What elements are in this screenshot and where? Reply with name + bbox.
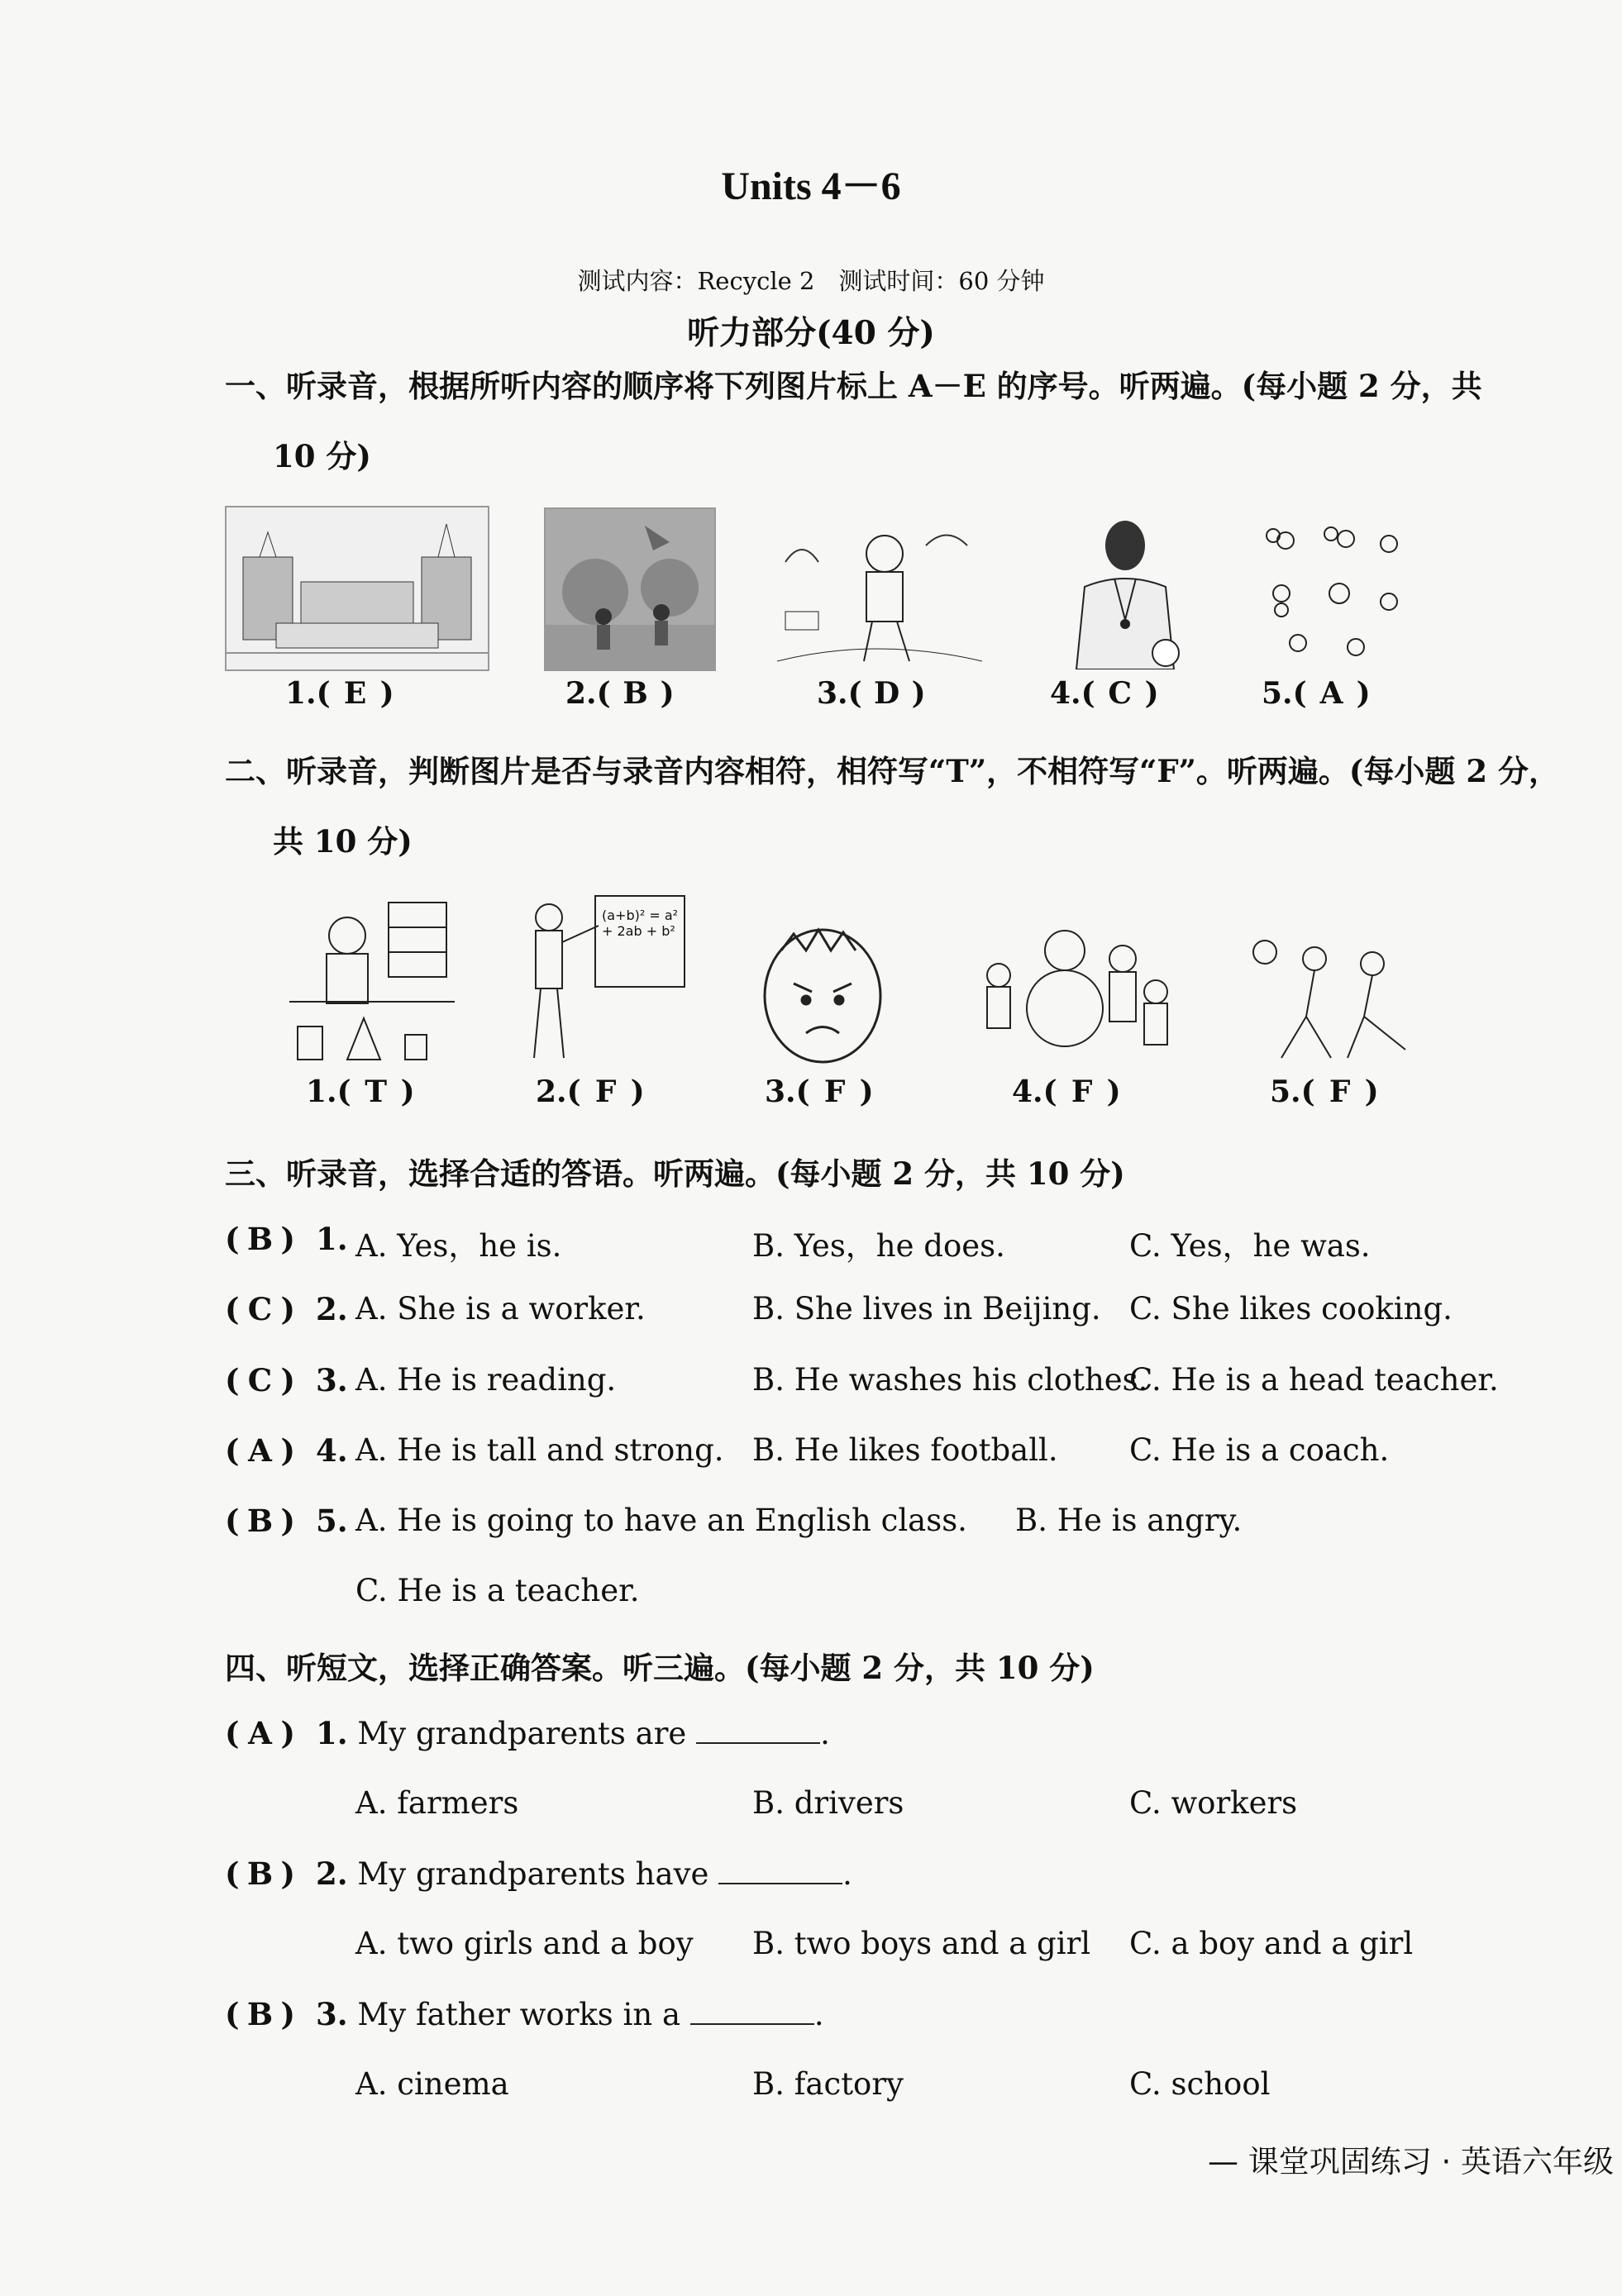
ants-picture [1248, 511, 1412, 669]
s2-answer-2: F [594, 1074, 617, 1109]
s3-q2-option-a: A. She is a worker. [355, 1291, 646, 1327]
answer-blank [718, 1858, 842, 1884]
section3-heading: 三、听录音，选择合适的答语。听两遍。(每小题 2 分，共 10 分) [225, 1155, 1125, 1192]
s3-q2: ( C ) 2. [225, 1291, 348, 1327]
hiker-picture [777, 512, 982, 669]
math-teacher-picture [516, 893, 686, 1066]
s1-caption-2: 2.( B ) [565, 676, 675, 711]
s4-q1-option-c: C. workers [1129, 1785, 1298, 1821]
s2-answer-4: F [1071, 1074, 1093, 1109]
kids-playing-picture [544, 507, 716, 671]
formula-text: (a+b)² = a² + 2ab + b² [602, 907, 679, 939]
s1-caption-1: 1.( E ) [285, 676, 394, 711]
answer-paren: ( B ) [225, 1221, 296, 1257]
s1-caption-4: 4.( C ) [1050, 676, 1159, 711]
s2-caption-2: 2.( F ) [536, 1074, 645, 1109]
answer-paren: ( C ) [225, 1291, 296, 1327]
s4-q2-option-a: A. two girls and a boy [355, 1926, 694, 1961]
coach-picture [1060, 512, 1190, 669]
s4-q2: ( B ) 2. My grandparents have . [225, 1855, 852, 1892]
page-title: Units 4－6 [721, 164, 901, 208]
university-gate-picture [225, 506, 489, 671]
s2-answer-3: F [823, 1074, 846, 1109]
listening-part-title: 听力部分(40 分) [687, 314, 935, 352]
section2-heading-cont: 共 10 分) [273, 823, 413, 860]
s3-q4: ( A ) 4. [225, 1432, 348, 1469]
s1-caption-3: 3.( D ) [817, 676, 926, 711]
s2-caption-5: 5.( F ) [1270, 1074, 1379, 1109]
s4-q2-option-c: C. a boy and a girl [1129, 1926, 1414, 1961]
answer-blank [696, 1717, 820, 1744]
answer-paren: ( A ) [225, 1432, 296, 1469]
s4-q1-option-b: B. drivers [752, 1785, 904, 1821]
test-meta: 测试内容：Recycle 2 测试时间：60 分钟 [577, 267, 1045, 295]
s4-q2-stem: My grandparents have [357, 1856, 709, 1892]
s4-q1-option-a: A. farmers [355, 1785, 519, 1821]
s3-q1: ( B ) 1. [225, 1221, 348, 1257]
s4-q2-option-b: B. two boys and a girl [752, 1926, 1091, 1961]
s1-answer-3: D [874, 676, 900, 711]
s3-q2-option-c: C. She likes cooking. [1129, 1291, 1453, 1327]
section4-heading: 四、听短文，选择正确答案。听三遍。(每小题 2 分，共 10 分) [225, 1650, 1095, 1686]
s1-answer-4: C [1108, 676, 1132, 711]
s3-q1-option-c: C. Yes，he was. [1129, 1228, 1371, 1264]
s3-q4-option-c: C. He is a coach. [1129, 1432, 1390, 1468]
s4-q3: ( B ) 3. My father works in a . [225, 1996, 824, 2032]
s3-q5-option-c: C. He is a teacher. [355, 1573, 640, 1608]
s2-caption-3: 3.( F ) [765, 1074, 874, 1109]
s3-q1-option-a: A. Yes，he is. [355, 1228, 562, 1264]
s3-q1-option-b: B. Yes，he does. [752, 1228, 1005, 1264]
s1-answer-5: A [1319, 676, 1343, 711]
s3-q3-option-c: C. He is a head teacher. [1129, 1362, 1499, 1398]
section1-heading: 一、听录音，根据所听内容的顺序将下列图片标上 A－E 的序号。听两遍。(每小题 2 分，共 [225, 368, 1482, 404]
s3-q3-option-b: B. He washes his clothes. [752, 1362, 1148, 1398]
answer-blank [690, 1998, 814, 2025]
s4-q3-option-a: A. cinema [355, 2066, 509, 2102]
s3-q5-option-b: B. He is angry. [1015, 1503, 1243, 1538]
s3-q2-option-b: B. She lives in Beijing. [752, 1291, 1101, 1327]
page-footer: — 课堂巩固练习 · 英语六年级 [1207, 2144, 1614, 2179]
s2-caption-4: 4.( F ) [1012, 1074, 1121, 1109]
s4-q3-option-c: C. school [1129, 2066, 1271, 2102]
s3-q3: ( C ) 3. [225, 1362, 348, 1398]
answer-paren: ( B ) [225, 1996, 296, 2032]
ball-players-picture [1248, 934, 1414, 1066]
s1-caption-5: 5.( A ) [1262, 676, 1371, 711]
answer-paren: ( B ) [225, 1855, 296, 1892]
scientist-picture [289, 894, 455, 1068]
s4-q1-stem: My grandparents are [357, 1716, 687, 1751]
s2-caption-1: 1.( T ) [306, 1074, 415, 1109]
answer-paren: ( A ) [225, 1715, 296, 1751]
s4-q1: ( A ) 1. My grandparents are . [225, 1715, 830, 1751]
section1-heading-cont: 10 分) [273, 438, 371, 474]
s2-answer-5: F [1329, 1074, 1351, 1109]
section2-heading: 二、听录音，判断图片是否与录音内容相符，相符写“T”，不相符写“F”。听两遍。(每小题 2 分， [225, 753, 1559, 789]
s3-q5: ( B ) 5. [225, 1503, 348, 1539]
s3-q5-option-a: A. He is going to have an English class. [355, 1503, 967, 1538]
s1-answer-2: B [623, 676, 648, 711]
s3-q3-option-a: A. He is reading. [355, 1362, 617, 1398]
s3-q4-option-b: B. He likes football. [752, 1432, 1058, 1468]
snowman-picture [974, 917, 1185, 1066]
s4-q3-stem: My father works in a [357, 1997, 681, 2032]
s3-q4-option-a: A. He is tall and strong. [355, 1432, 724, 1468]
s2-answer-1: T [365, 1074, 388, 1109]
s4-q3-option-b: B. factory [752, 2066, 904, 2102]
angry-face-picture [761, 917, 885, 1066]
s1-answer-1: E [343, 676, 367, 711]
answer-paren: ( B ) [225, 1503, 296, 1539]
answer-paren: ( C ) [225, 1362, 296, 1398]
